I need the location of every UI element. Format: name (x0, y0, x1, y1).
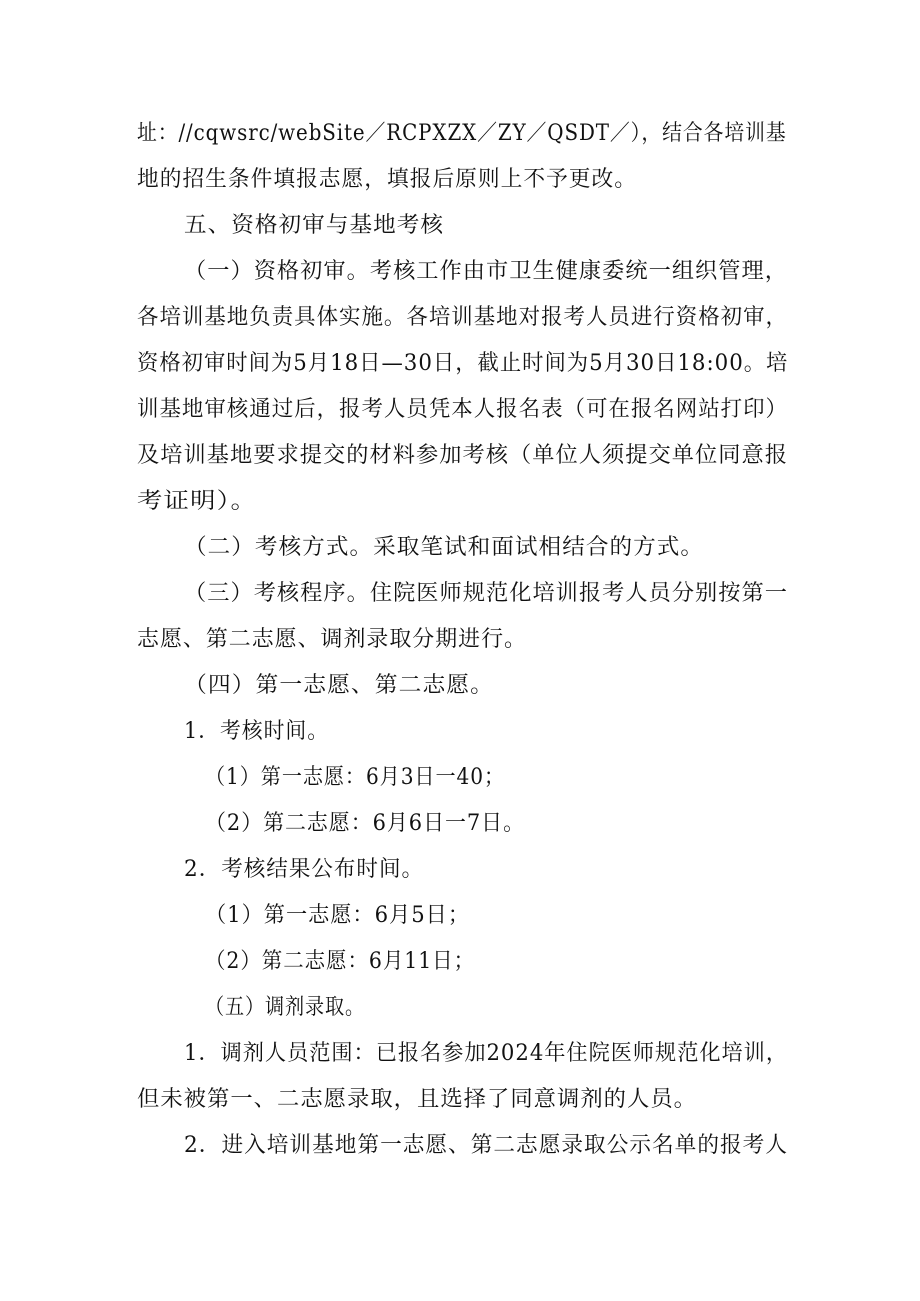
text-line: （2）第二志愿：6月11日； (205, 949, 475, 974)
text-line: 1．考核时间。 (184, 719, 329, 744)
text-line: （1）第一志愿：6月3日一40； (205, 765, 505, 790)
text-line: （二）考核方式。采取笔试和面试相结合的方式。 (184, 535, 705, 560)
text-line: 及培训基地要求提交的材料参加考核（单位人须提交单位同意报 (137, 443, 789, 468)
text-line: 1．调剂人员范围：已报名参加2024年住院医师规范化培训， (184, 1041, 788, 1066)
text-line: （五）调剂录取。 (205, 995, 366, 1020)
text-line: （三）考核程序。住院医师规范化培训报考人员分别按第一 (184, 581, 788, 606)
text-line: （一）资格初审。考核工作由市卫生健康委统一组织管理， (184, 259, 788, 284)
text-line: 资格初审时间为5月18日—30日，截止时间为5月30日18:00。培 (137, 351, 789, 376)
text-line: （2）第二志愿：6月6日一7日。 (205, 811, 526, 836)
text-line: 2．考核结果公布时间。 (184, 857, 425, 882)
text-line: 训基地审核通过后，报考人员凭本人报名表（可在报名网站打印） (137, 397, 789, 422)
text-line: 地的招生条件填报志愿，填报后原则上不予更改。 (137, 167, 637, 192)
text-line: （1）第一志愿：6月5日； (205, 903, 470, 928)
text-line: 址：//cqwsrc/webSite／RCPXZX／ZY／QSDT／），结合各培训基 (137, 121, 787, 146)
text-line: 志愿、第二志愿、调剂录取分期进行。 (137, 627, 527, 652)
text-line: 各培训基地负责具体实施。各培训基地对报考人员进行资格初审， (137, 305, 789, 330)
text-line: （四）第一志愿、第二志愿。 (184, 673, 495, 698)
section-heading: 五、资格初审与基地考核 (184, 213, 445, 238)
text-line: 考证明）。 (137, 489, 258, 514)
text-line: 但未被第一、二志愿录取，且选择了同意调剂的人员。 (137, 1087, 698, 1112)
text-line: 2．进入培训基地第一志愿、第二志愿录取公示名单的报考人 (184, 1133, 788, 1158)
